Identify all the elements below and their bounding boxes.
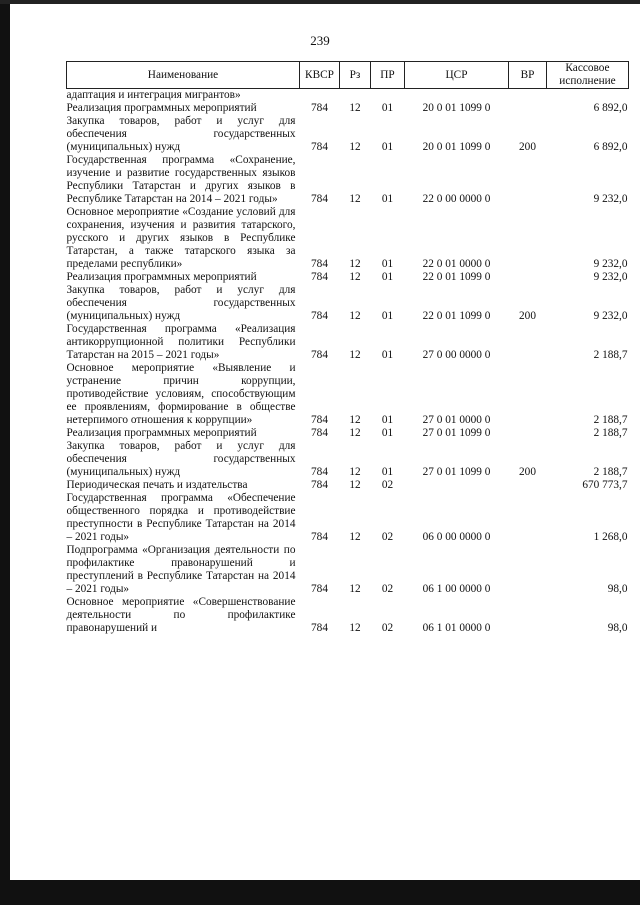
row-pr: 01 [381, 102, 394, 114]
row-pr [371, 89, 405, 103]
row-rz: 12 [349, 414, 361, 426]
row-name: Основное мероприятие «Создание условий для сохранения, изучения и развития татарского, русского и других языков в Республике Татарстан, а также татарского языка за пределами республики» [66, 206, 296, 270]
table-row [67, 115, 629, 154]
row-csr: 20 0 01 1099 0 [422, 102, 491, 114]
row-pr: 01 [381, 414, 394, 426]
row-pr: 01 [381, 193, 394, 205]
row-kvsr: 784 [311, 427, 328, 439]
row-name: Реализация программных мероприятий [66, 102, 257, 114]
row-pr: 01 [381, 141, 394, 153]
row-rz: 12 [349, 583, 361, 595]
row-pr: 01 [381, 310, 394, 322]
table-body [67, 89, 629, 636]
row-kvsr: 784 [311, 102, 328, 114]
row-name: адаптация и интеграция мигрантов» [66, 89, 241, 101]
row-name: Закупка товаров, работ и услуг для обеспечения государственных (муниципальных) нужд [66, 284, 296, 322]
row-rz: 12 [349, 271, 361, 283]
row-kassa: 9 232,0 [593, 271, 628, 283]
row-kvsr: 784 [311, 622, 328, 634]
table-row [67, 479, 629, 492]
row-vr [509, 271, 547, 284]
scan-edge-top [0, 0, 640, 4]
row-csr: 22 0 01 1099 0 [422, 271, 491, 283]
row-csr: 06 1 00 0000 0 [422, 583, 491, 595]
row-csr: 27 0 01 1099 0 [422, 427, 491, 439]
row-kassa: 2 188,7 [593, 466, 628, 478]
row-kassa: 6 892,0 [593, 141, 628, 153]
row-kassa: 670 773,7 [582, 479, 628, 491]
header-csr: ЦСР [405, 62, 509, 89]
row-csr: 27 0 00 0000 0 [422, 349, 491, 361]
row-pr: 01 [381, 466, 394, 478]
row-name: Периодическая печать и издательства [66, 479, 248, 491]
row-kvsr: 784 [311, 349, 328, 361]
table-row [67, 89, 629, 103]
row-csr: 27 0 01 0000 0 [422, 414, 491, 426]
row-kassa: 9 232,0 [593, 258, 628, 270]
row-pr: 02 [381, 531, 394, 543]
row-pr: 02 [381, 622, 394, 634]
row-csr [405, 89, 509, 103]
row-kvsr: 784 [311, 479, 328, 491]
table-row [67, 544, 629, 596]
header-rz: Рз [340, 62, 371, 89]
row-vr [509, 544, 547, 596]
row-csr: 22 0 01 0000 0 [422, 258, 491, 270]
row-csr [405, 479, 509, 492]
row-name: Закупка товаров, работ и услуг для обеспечения государственных (муниципальных) нужд [66, 440, 296, 478]
row-name: Основное мероприятие «Выявление и устранение причин коррупции, противодействие условиям, способствующим ее проявлениям, формирование в обществе нетерпимого отношения к коррупции» [66, 362, 296, 426]
row-pr: 01 [381, 427, 394, 439]
row-csr: 22 0 00 0000 0 [422, 193, 491, 205]
budget-table [66, 61, 629, 635]
table-row [67, 440, 629, 479]
row-kvsr: 784 [311, 271, 328, 283]
header-kvsr: КВСР [300, 62, 340, 89]
row-rz: 12 [349, 193, 361, 205]
row-csr: 27 0 01 1099 0 [422, 466, 491, 478]
row-vr: 200 [519, 466, 536, 478]
table-row [67, 102, 629, 115]
row-kassa: 6 892,0 [593, 102, 628, 114]
row-pr: 02 [381, 583, 394, 595]
row-vr: 200 [519, 310, 536, 322]
row-vr [509, 206, 547, 271]
row-vr [509, 89, 547, 103]
row-vr: 200 [519, 141, 536, 153]
scan-edge-left [0, 0, 10, 905]
row-rz: 12 [349, 479, 361, 491]
row-kvsr [300, 89, 340, 103]
table-header-row [67, 62, 629, 89]
row-kassa: 2 188,7 [593, 427, 628, 439]
row-vr [509, 492, 547, 544]
table-row [67, 271, 629, 284]
row-csr: 22 0 01 1099 0 [422, 310, 491, 322]
row-name: Основное мероприятие «Совершенствование деятельности по профилактике правонарушений и [66, 596, 296, 634]
row-pr: 01 [381, 349, 394, 361]
table-row [67, 323, 629, 362]
row-kassa: 9 232,0 [593, 193, 628, 205]
table-row [67, 284, 629, 323]
row-name: Подпрограмма «Организация деятельности по профилактике правонарушений и преступлений в Республике Татарстан на 2014 – 2021 годы» [66, 544, 296, 595]
table-row [67, 154, 629, 206]
row-kassa: 2 188,7 [593, 349, 628, 361]
row-name: Государственная программа «Реализация антикоррупционной политики Республики Татарстан на 2015 – 2021 годы» [66, 323, 296, 361]
row-kvsr: 784 [311, 531, 328, 543]
table-row [67, 427, 629, 440]
row-kvsr: 784 [311, 193, 328, 205]
row-name: Государственная программа «Обеспечение общественного порядка и противодействие преступности в Республике Татарстан на 2014 – 2021 годы» [66, 492, 296, 543]
row-pr: 02 [381, 479, 394, 491]
row-vr [509, 479, 547, 492]
row-csr: 20 0 01 1099 0 [422, 141, 491, 153]
row-csr: 06 0 00 0000 0 [422, 531, 491, 543]
row-kassa: 98,0 [607, 622, 628, 634]
row-vr [509, 427, 547, 440]
row-name: Реализация программных мероприятий [66, 427, 257, 439]
table-row [67, 206, 629, 271]
header-vr: ВР [509, 62, 547, 89]
row-vr [509, 323, 547, 362]
row-kvsr: 784 [311, 141, 328, 153]
row-vr [509, 596, 547, 635]
row-pr: 01 [381, 258, 394, 270]
row-name: Реализация программных мероприятий [66, 271, 257, 283]
row-rz: 12 [349, 258, 361, 270]
row-kassa: 98,0 [607, 583, 628, 595]
table-row [67, 362, 629, 427]
scan-edge-bottom [0, 880, 640, 905]
row-rz: 12 [349, 349, 361, 361]
table-row [67, 596, 629, 635]
row-kassa [547, 89, 629, 103]
row-name: Государственная программа «Сохранение, изучение и развитие государственных языков Республики Татарстан и других языков в Республике Татарстан на 2014 – 2021 годы» [66, 154, 296, 205]
row-kassa: 9 232,0 [593, 310, 628, 322]
row-kvsr: 784 [311, 466, 328, 478]
row-csr: 06 1 01 0000 0 [422, 622, 491, 634]
row-kvsr: 784 [311, 583, 328, 595]
row-rz: 12 [349, 427, 361, 439]
row-rz [340, 89, 371, 103]
row-kassa: 2 188,7 [593, 414, 628, 426]
header-pr: ПР [371, 62, 405, 89]
row-rz: 12 [349, 622, 361, 634]
row-rz: 12 [349, 531, 361, 543]
row-name: Закупка товаров, работ и услуг для обеспечения государственных (муниципальных) нужд [66, 115, 296, 153]
row-kassa: 1 268,0 [593, 531, 628, 543]
table-row [67, 492, 629, 544]
row-kvsr: 784 [311, 258, 328, 270]
row-rz: 12 [349, 466, 361, 478]
page-number: 239 [310, 33, 330, 48]
row-kvsr: 784 [311, 310, 328, 322]
row-vr [509, 102, 547, 115]
row-rz: 12 [349, 310, 361, 322]
row-pr: 01 [381, 271, 394, 283]
row-vr [509, 154, 547, 206]
header-name: Наименование [67, 62, 300, 89]
header-kassa: Кассовое исполнение [547, 62, 629, 89]
row-rz: 12 [349, 102, 361, 114]
row-rz: 12 [349, 141, 361, 153]
row-kvsr: 784 [311, 414, 328, 426]
row-vr [509, 362, 547, 427]
